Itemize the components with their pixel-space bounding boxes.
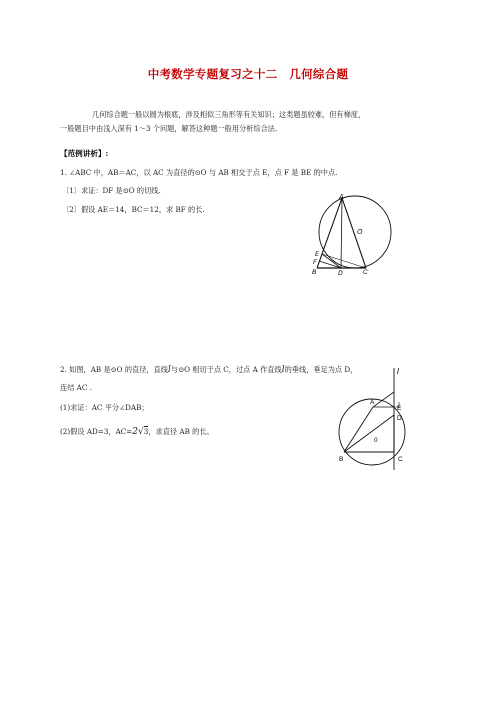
segment-ad <box>341 198 342 268</box>
sqrt-radicand: 3 <box>143 427 149 436</box>
label-b-2: B <box>339 456 344 463</box>
label-d-2: D <box>397 415 402 422</box>
section-heading: 【范例讲析】: <box>60 149 109 158</box>
label-l: l <box>397 367 399 376</box>
label-c: C <box>363 269 368 276</box>
problem2-part1: (1)求证：AC 平分∠DAB； <box>60 403 149 412</box>
problem2-part2 <box>60 425 214 439</box>
label-a-2: A <box>370 399 375 406</box>
problem2-statement-a: 2. 如图，AB 是⊙O 的直径，直线 <box>60 365 168 374</box>
label-c-2: C <box>398 456 403 463</box>
problem2-statement-c: 的垂线，垂足为点 D， <box>284 365 358 374</box>
label-o-2: 0 <box>374 437 378 444</box>
label-e: E <box>315 252 320 258</box>
problem2-part2-b: ，求直径 AB 的长。 <box>148 427 214 436</box>
label-a: A <box>339 194 344 201</box>
intro-line-2: 一般题目中由浅入深有 1～3 个问题，解答这种题一般用分析综合法. <box>60 124 278 133</box>
label-o: O <box>357 229 363 236</box>
label-e-2: E <box>397 405 402 412</box>
problem1-statement: 1. ∠ABC 中，AB＝AC，以 AC 为直径的⊙O 与 AB 相交于点 E，点 F 是 BE 的中点. <box>60 168 338 177</box>
label-b: B <box>312 269 317 276</box>
segment-ba <box>344 407 373 452</box>
label-f: F <box>313 260 317 266</box>
segment-fd <box>319 261 341 268</box>
problem1-part1: 〔1〕求证：DF 是⊙O 的切线. <box>62 186 161 195</box>
segment-bd <box>344 415 394 452</box>
problem1-part2: 〔2〕假设 AE＝14，BC＝12，求 BF 的长. <box>62 205 205 214</box>
problem1-figure <box>300 190 400 280</box>
page-title: 中考数学专题复习之十二 几何综合题 <box>147 67 349 81</box>
problem2-part2-a: (2)假设 AD=3，AC= <box>60 427 133 436</box>
segment-ed <box>322 254 341 268</box>
problem2-statement-b: 与⊙O 相切于点 C，过点 A 作直线 <box>170 365 282 374</box>
label-d: D <box>338 270 343 277</box>
sqrt-symbol: √ <box>138 427 144 437</box>
intro-line-1: 几何综合题一般以圆为根底，涉及相似三角形等有关知识；这类题虽较难，但有梯度， <box>92 110 366 119</box>
problem2-statement <box>60 363 357 377</box>
line-l-symbol: l <box>167 365 171 375</box>
problem2-figure <box>330 360 440 470</box>
line-l-symbol-2: l <box>281 365 285 375</box>
problem2-statement-line2: 连结 AC . <box>60 383 92 392</box>
sqrt-coefficient: 2 <box>132 427 139 437</box>
